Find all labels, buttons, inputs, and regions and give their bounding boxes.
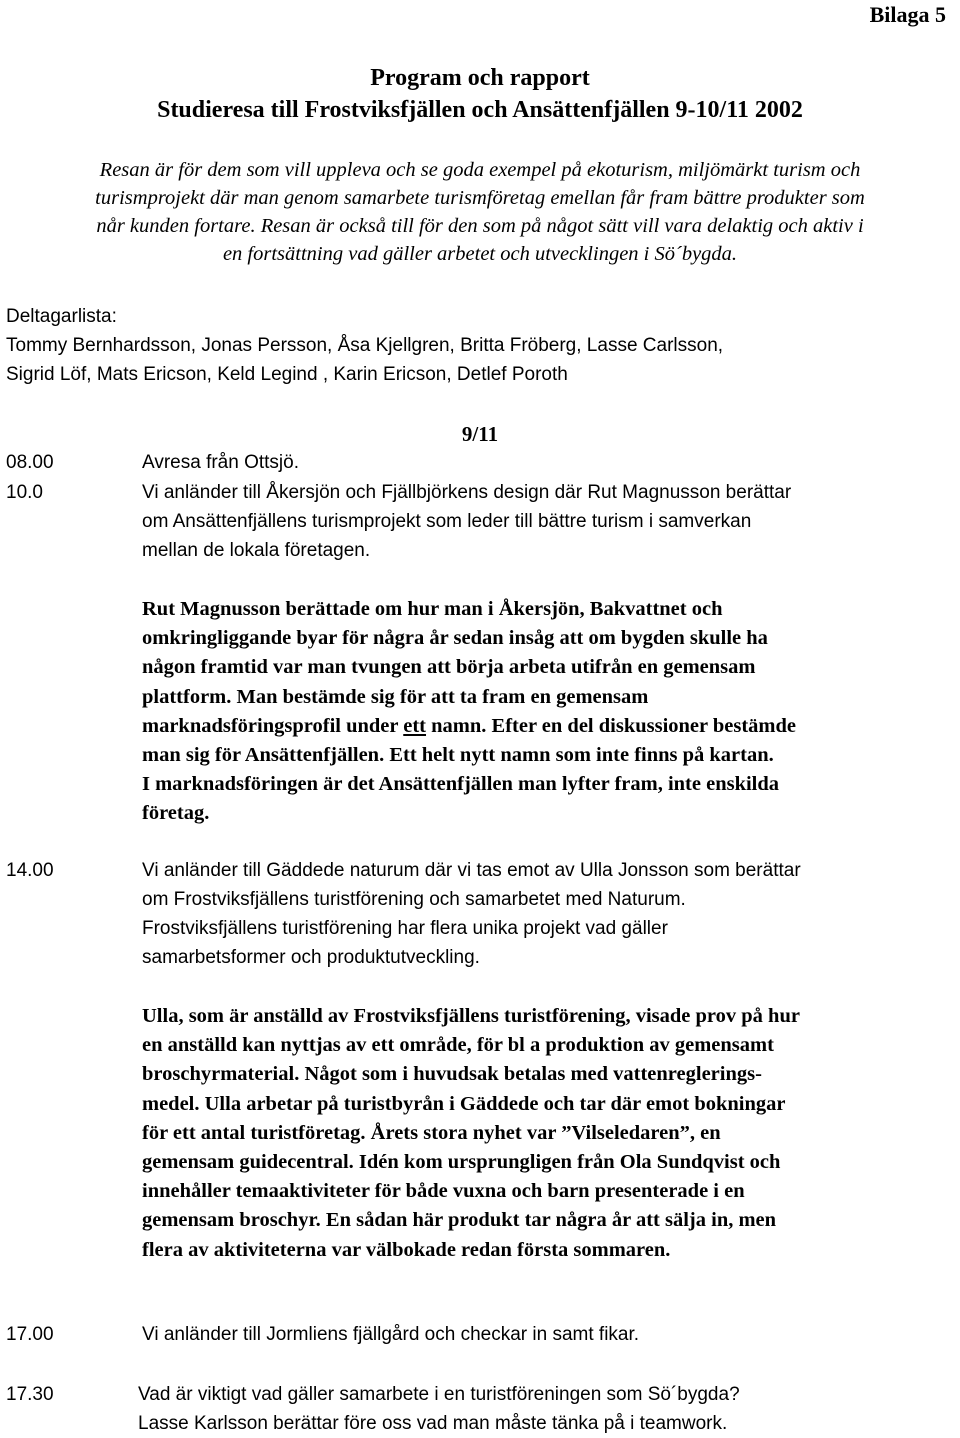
note-text: namn. Efter en del diskussioner bestämde — [426, 714, 797, 737]
participant-list — [6, 302, 946, 389]
note-line: plattform. Man bestämde sig för att ta fram en gemensam — [142, 685, 649, 708]
note-line: någon framtid var man tvungen att börja arbeta utifrån en gemensam — [142, 656, 756, 679]
schedule-description — [138, 1380, 938, 1438]
participant-heading: Deltagarlista: — [6, 306, 117, 327]
schedule-description — [142, 856, 942, 972]
schedule-time: 17.30 — [6, 1384, 54, 1405]
schedule-line: Vi anländer till Gäddede naturum där vi tas emot av Ulla Jonsson som berättar — [142, 860, 801, 881]
note-text: marknadsföringsprofil under — [142, 714, 404, 737]
underlined-word: ett — [403, 714, 427, 737]
schedule-description — [142, 1320, 942, 1349]
intro-line: en fortsättning vad gäller arbetet och utvecklingen i Sö´bygda. — [222, 243, 738, 265]
note-line: företag. — [142, 802, 210, 825]
note-line: Ulla, som är anställd av Frostviksfjällens turistförening, visade prov på hur — [142, 1005, 800, 1027]
note-line: omkringliggande byar för några år sedan insåg att om bygden skulle ha — [142, 627, 768, 650]
intro-line: når kunden fortare. Resan är också till för den som på något sätt vill vara delaktig och aktiv i — [96, 215, 864, 237]
note-line: gemensam broschyr. En sådan här produkt tar några år att sälja in, men — [142, 1209, 777, 1232]
schedule-line: Vi anländer till Jormliens fjällgård och checkar in samt fikar. — [142, 1324, 640, 1345]
document-title: Program och rapport — [370, 65, 590, 91]
schedule-description — [142, 478, 942, 565]
schedule-line: Frostviksfjällens turistförening har flera unika projekt vad gäller — [142, 918, 668, 939]
participant-names: Sigrid Löf, Mats Ericson, Keld Legind , Karin Ericson, Detlef Poroth — [6, 364, 568, 385]
note-line: broschyrmaterial. Något som i huvudsak betalas med vattenreglerings- — [142, 1063, 762, 1086]
intro-paragraph — [4, 156, 956, 268]
schedule-time: 10.0 — [6, 482, 43, 503]
note-line: Rut Magnusson berättade om hur man i Åkersjön, Bakvattnet och — [142, 598, 723, 620]
appendix-label: Bilaga 5 — [869, 2, 946, 27]
schedule-line: om Ansättenfjällens turismprojekt som leder till bättre turism i samverkan — [142, 511, 752, 532]
report-note-rut — [142, 595, 957, 829]
schedule-line: Avresa från Ottsjö. — [142, 452, 299, 473]
schedule-line: Vad är viktigt vad gäller samarbete i en turistföreningen som Sö´bygda? — [138, 1384, 740, 1405]
schedule-time: 14.00 — [6, 860, 54, 881]
note-line: en anställd kan nyttjas av ett område, för bl a produktion av gemensamt — [142, 1034, 774, 1057]
intro-line: turismprojekt där man genom samarbete turismföretag emellan får fram bättre produkter som — [95, 187, 865, 209]
note-line: I marknadsföringen är det Ansättenfjällen man lyfter fram, inte enskilda — [142, 773, 780, 796]
note-line: innehåller temaaktiviteter för både vuxna och barn presenterade i en — [142, 1180, 745, 1203]
note-line — [142, 712, 957, 741]
day-label: 9/11 — [461, 422, 499, 446]
schedule-line: samarbetsformer och produktutveckling. — [142, 947, 480, 968]
schedule-line: Vi anländer till Åkersjön och Fjällbjörkens design där Rut Magnusson berättar — [142, 482, 792, 503]
note-line: för ett antal turistföretag. Årets stora nyhet var ”Vilseledaren”, en — [142, 1121, 721, 1144]
schedule-time: 08.00 — [6, 452, 54, 473]
schedule-line: Lasse Karlsson berättar före oss vad man måste tänka på i teamwork. — [138, 1413, 728, 1434]
intro-line: Resan är för dem som vill uppleva och se goda exempel på ekoturism, miljömärkt turism och — [99, 159, 861, 181]
schedule-time: 17.00 — [6, 1324, 54, 1345]
participant-names: Tommy Bernhardsson, Jonas Persson, Åsa Kjellgren, Britta Fröberg, Lasse Carlsson, — [6, 335, 724, 356]
schedule-line: om Frostviksfjällens turistförening och samarbetet med Naturum. — [142, 889, 686, 910]
note-line: flera av aktiviteterna var välbokade redan första sommaren. — [142, 1238, 671, 1261]
report-note-ulla — [142, 1002, 957, 1265]
note-line: gemensam guidecentral. Idén kom ursprungligen från Ola Sundqvist och — [142, 1151, 781, 1174]
note-line: medel. Ulla arbetar på turistbyrån i Gäddede och tar där emot bokningar — [142, 1092, 786, 1115]
schedule-description — [142, 448, 942, 477]
document-subtitle: Studieresa till Frostviksfjällen och Ansättenfjällen 9-10/11 2002 — [157, 97, 803, 123]
note-line: man sig för Ansättenfjällen. Ett helt nytt namn som inte finns på kartan. — [142, 744, 774, 767]
schedule-line: mellan de lokala företagen. — [142, 540, 371, 561]
